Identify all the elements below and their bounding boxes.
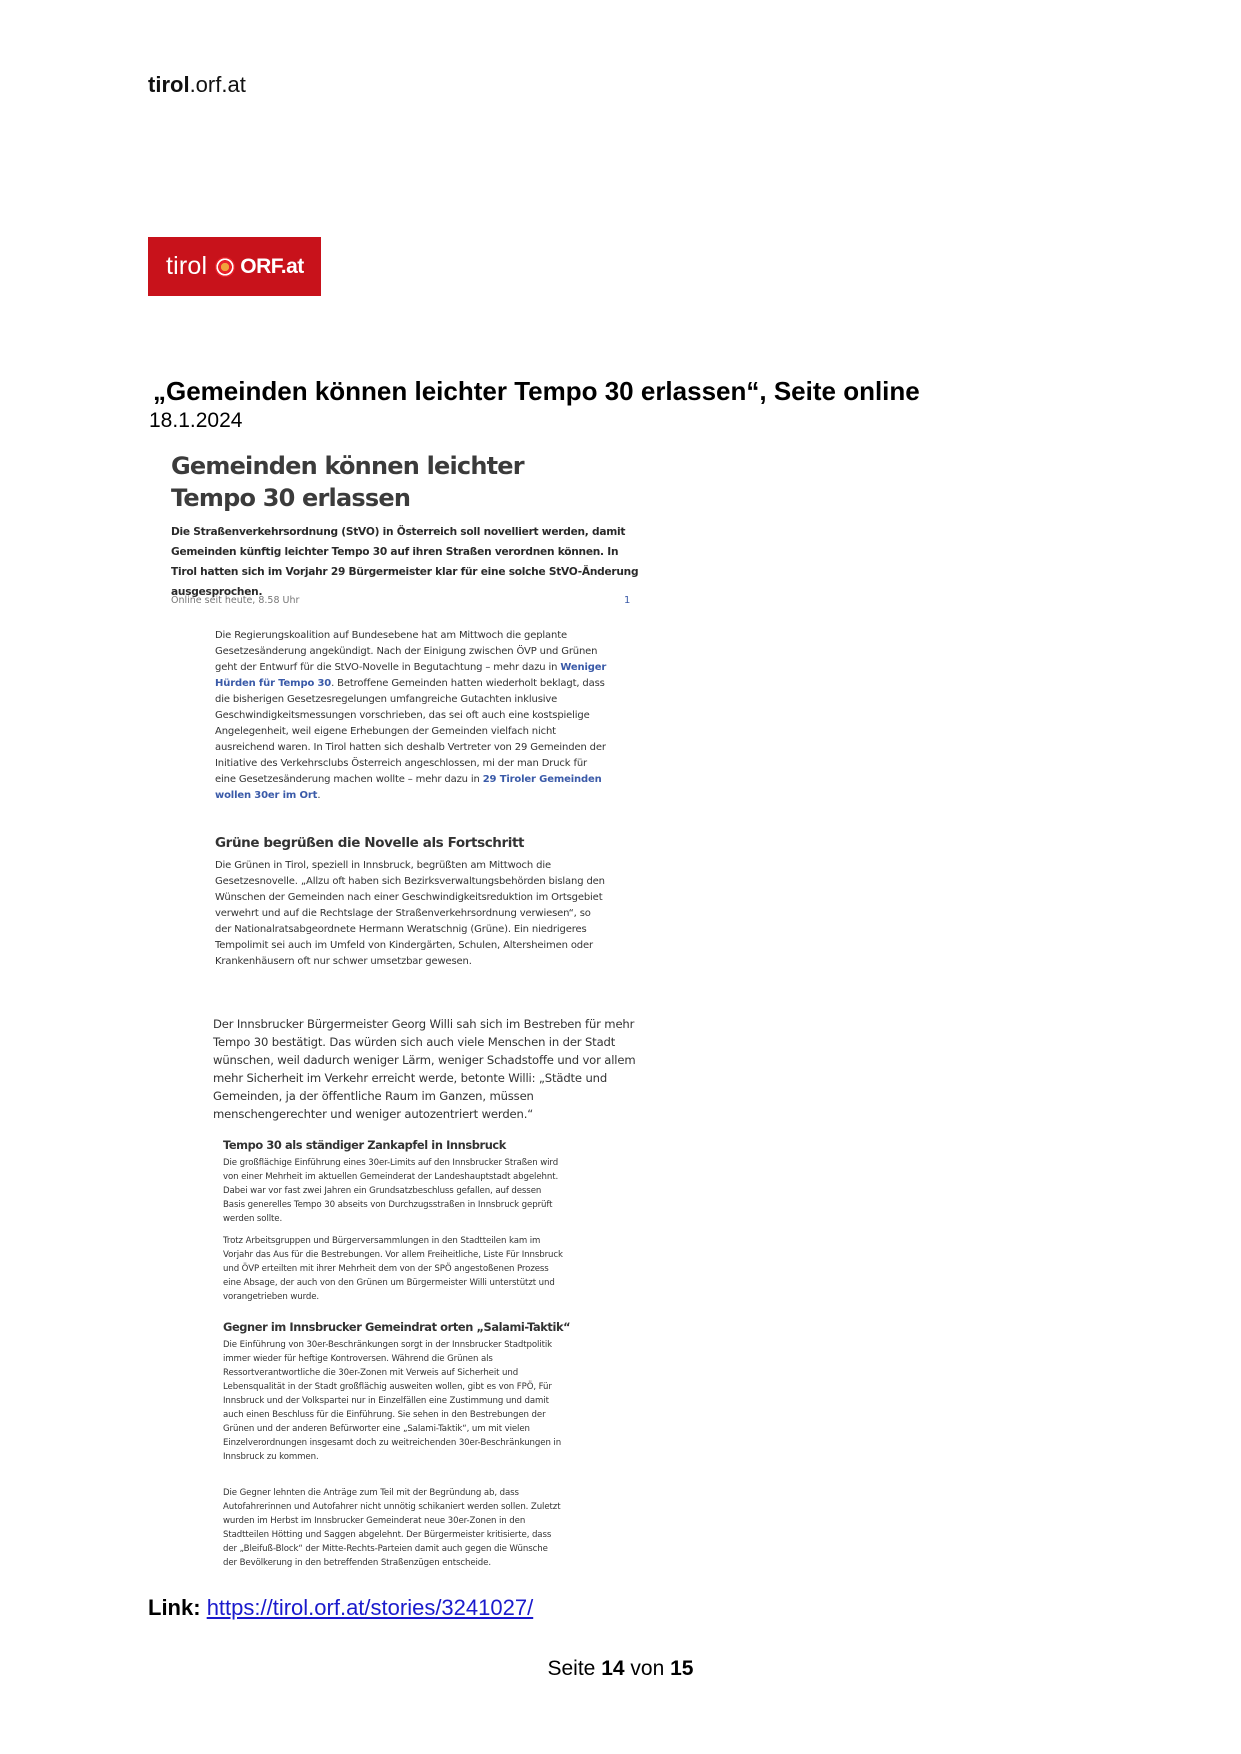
document-date: 18.1.2024 (149, 409, 243, 432)
footer-page-number: 14 (601, 1657, 625, 1680)
site-header-domain: .orf.at (189, 72, 246, 97)
orf-eye-icon (215, 257, 235, 277)
site-header-bold: tirol (148, 72, 190, 97)
p1-text-a: Die Regierungskoalition auf Bundesebene hat am Mittwoch die geplante Gesetzesänderung angekündigt. Nach der Einigung zwischen ÖVP und Grünen geht der Entwurf für die StVO-Novelle in Begutachtung – mehr dazu in (215, 630, 598, 673)
box-paragraph-2: Trotz Arbeitsgruppen und Bürgerversammlungen in den Stadtteilen kam im Vorjahr das Aus für die Bestrebungen. Vor allem Freiheitliche, Liste Für Innsbruck und ÖVP erteilten mit ihrer Mehrheit dem von der SPÖ angestoßenen Prozess eine Absage, der auch von den Grünen um Bürgermeister Willi unterstützt und vorangetrieben wurde. (223, 1236, 563, 1302)
article-lead: Die Straßenverkehrsordnung (StVO) in Österreich soll novelliert werden, damit Gemeinden künftig leichter Tempo 30 auf ihren Straßen verordnen können. In Tirol hatten sich im Vorjahr 29 Bürgermeister klar für eine solche StVO-Änderung ausgesprochen. (171, 526, 639, 598)
logo-text-orf: ORF.at (240, 254, 304, 278)
site-header (148, 72, 246, 98)
p1-text-c: . (317, 790, 321, 801)
box-paragraph-1: Die großflächige Einführung eines 30er-Limits auf den Innsbrucker Straßen wird von einer Mehrheit im aktuellen Gemeinderat der Landeshauptstadt abgelehnt. Dabei war vor fast zwei Jahren ein Grundsatzbeschluss gefallen, auf dessen Basis generelles Tempo 30 abseits von Durchzugsstraßen in Innsbruck geprüft werden sollte. (223, 1158, 559, 1224)
source-link-label: Link: (148, 1595, 201, 1620)
box-paragraph-3: Die Einführung von 30er-Beschränkungen sorgt in der Innsbrucker Stadtpolitik immer wieder für heftige Kontroversen. Während die Grünen als Ressortverantwortliche die 30er-Zonen mit Verweis auf Sicherheit und Lebensqualität in der Stadt großflächig ausweiten wollen, gibt es von FPÖ, Für Innsbruck und der Volkspartei nur in Einzelfällen eine Zustimmung und damit auch einen Beschluss für die Einführung. Sie sehen in den Bestrebungen der Grünen und der anderen Befürworter eine „Salami-Taktik“, um mit vielen Einzelverordnungen insgesamt doch zu weitreichenden 30er-Beschränkungen in Innsbruck zu kommen. (223, 1340, 562, 1462)
box-paragraph-4: Die Gegner lehnten die Anträge zum Teil mit der Begründung ab, dass Autofahrerinnen und Autofahrer nicht unnötig schikaniert werden sollen. Zuletzt wurden im Herbst im Innsbrucker Gemeinderat neue 30er-Zonen in den Stadtteilen Hötting und Saggen abgelehnt. Der Bürgermeister kritisierte, dass der „Bleifuß-Block“ der Mitte-Rechts-Parteien damit auch gegen die Wünsche der Bevölkerung in den betreffenden Straßenzügen entscheide. (223, 1488, 561, 1568)
box-heading-2: Gegner im Innsbrucker Gemeindrat orten „Salami-Taktik“ (223, 1320, 571, 1334)
logo-text-tirol: tirol (166, 252, 208, 280)
footer-middle: von (630, 1657, 665, 1680)
box-heading-1: Tempo 30 als ständiger Zankapfel in Innsbruck (223, 1138, 506, 1152)
source-link-line (148, 1595, 533, 1621)
article-meta-mark: 1 (624, 595, 631, 606)
source-link[interactable]: https://tirol.orf.at/stories/3241027/ (206, 1595, 534, 1620)
orf-tirol-logo (148, 237, 321, 296)
article-paragraph-2: Die Grünen in Tirol, speziell in Innsbruck, begrüßten am Mittwoch die Gesetzesnovelle. „Allzu oft haben sich Bezirksverwaltungsbehörden bislang den Wünschen der Gemeinden nach einer Geschwindigkeitsreduktion im Ortsgebiet verwehrt und auf die Rechtslage der Straßenverkehrsordnung verwiesen“, so der Nationalratsabgeordnete Hermann Weratschnig (Grüne). Ein niedrigeres Tempolimit sei auch im Umfeld von Kindergärten, Schulen, Altersheimen oder Krankenhäusern oft nur schwer umsetzbar gewesen. (215, 860, 605, 967)
page-footer (0, 1657, 1241, 1681)
footer-page-total: 15 (670, 1657, 694, 1680)
article-paragraph-1 (215, 628, 607, 804)
p1-link-weniger-huerden[interactable]: Weniger Hürden für Tempo 30 (215, 662, 607, 689)
article-subheading-1: Grüne begrüßen die Novelle als Fortschritt (215, 835, 525, 851)
article-screenshot (165, 450, 645, 1585)
p1-text-b: . Betroffene Gemeinden hatten wiederholt beklagt, dass die bisherigen Gesetzesregelungen umfangreiche Gutachten inklusive Geschwindigkeitsmessungen vorschrieben, das sei oft auch eine kostspielige Angelegenheit, weil eigene Erhebungen der Gemeinden vielfach nicht ausreichend waren. In Tirol hatten sich deshalb Vertreter von 29 Gemeinden der Initiative des Verkehrsclubs Österreich angeschlossen, mi der man Druck für eine Gesetzesänderung machen wollte – mehr dazu in (215, 678, 606, 785)
footer-prefix: Seite (547, 1657, 596, 1680)
article-title: Gemeinden können leichter Tempo 30 erlassen (171, 452, 524, 512)
document-title: „Gemeinden können leichter Tempo 30 erlassen“, Seite online (153, 376, 920, 406)
p1-link-29-gemeinden[interactable]: 29 Tiroler Gemeinden wollen 30er im Ort (215, 774, 602, 801)
article-meta: Online seit heute, 8.58 Uhr (171, 595, 300, 606)
article-paragraph-3: Der Innsbrucker Bürgermeister Georg Willi sah sich im Bestreben für mehr Tempo 30 bestätigt. Das würden sich auch viele Menschen in der Stadt wünschen, weil dadurch weniger Lärm, weniger Schadstoffe und vor allem mehr Sicherheit im Verkehr erreicht werde, betonte Willi: „Städte und Gemeinden, ja der öffentliche Raum im Ganzen, müssen menschengerechter und weniger autozentriert werden.“ (213, 1017, 636, 1121)
